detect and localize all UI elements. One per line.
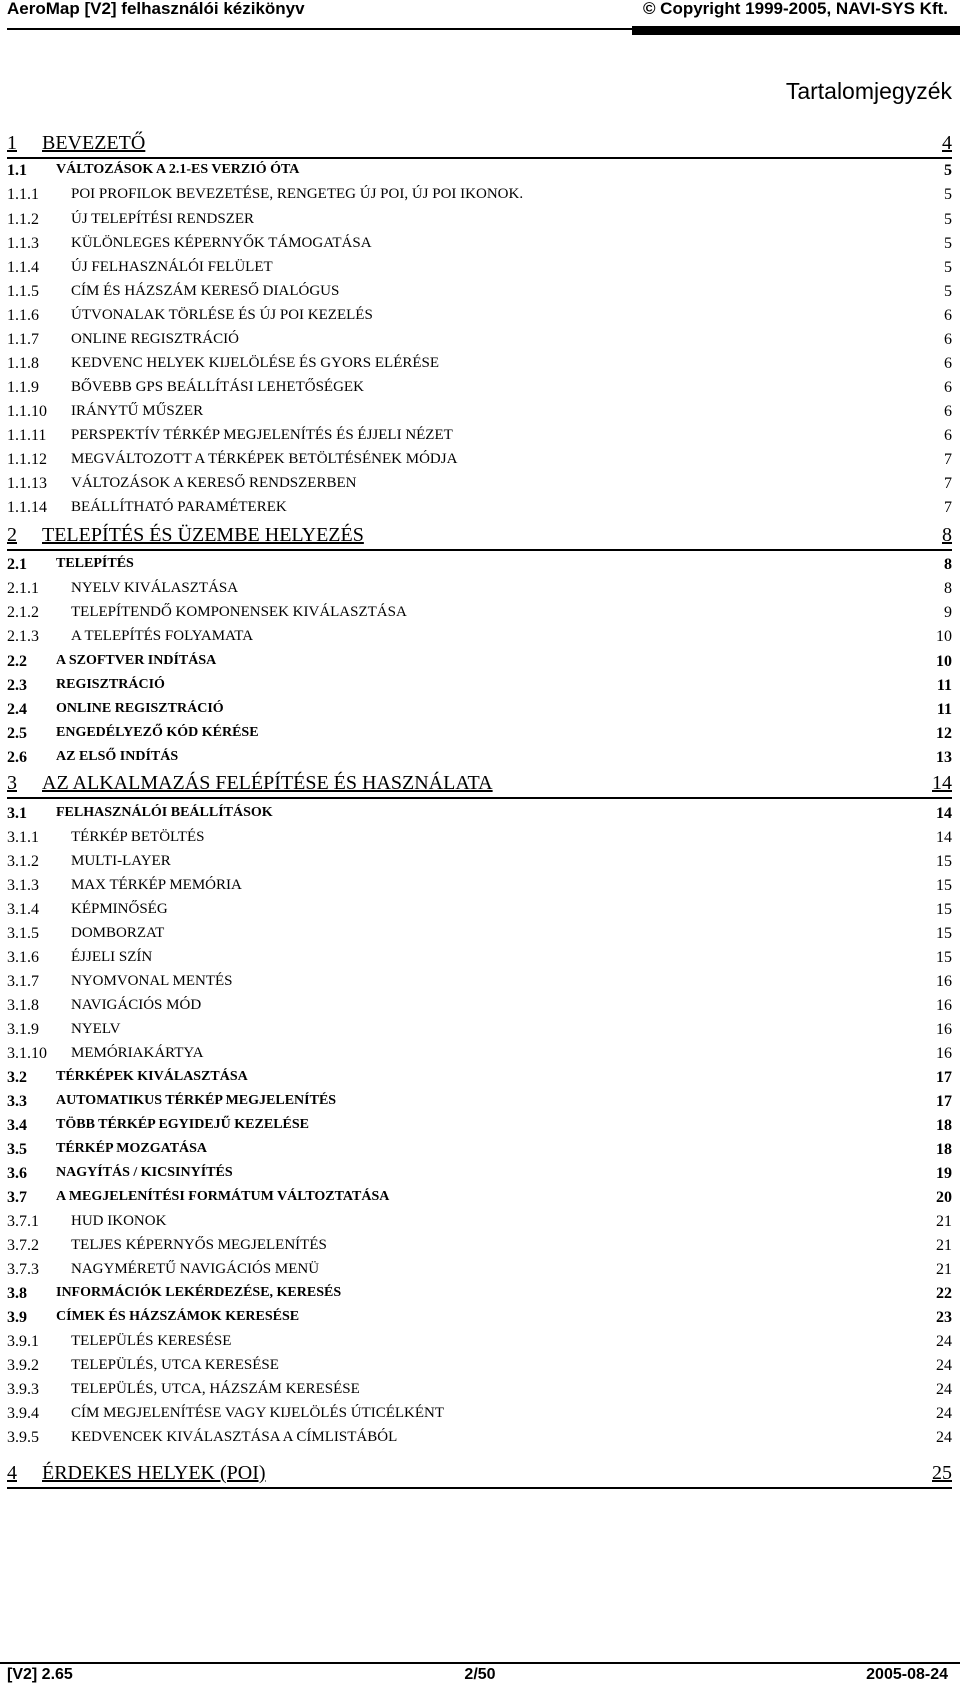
toc-entry-number: 2.1.1 bbox=[7, 580, 39, 597]
toc-entry-number: 1.1.1 bbox=[7, 186, 39, 203]
toc-entry-number: 2.6 bbox=[7, 749, 27, 766]
toc-entry-title: TÖBB TÉRKÉP EGYIDEJŰ KEZELÉSE bbox=[56, 1117, 309, 1132]
toc-entry-page: 6 bbox=[944, 403, 952, 420]
toc-entry-title: PERSPEKTÍV TÉRKÉP MEGJELENÍTÉS ÉS ÉJJELI NÉZET bbox=[71, 427, 453, 443]
toc-entry-number: 3.7 bbox=[7, 1189, 27, 1206]
toc-entry-number: 1.1.6 bbox=[7, 307, 39, 324]
toc-entry-page: 23 bbox=[936, 1309, 952, 1326]
toc-entry-page: 4 bbox=[942, 132, 952, 154]
header-bar bbox=[632, 26, 960, 35]
footer-date: 2005-08-24 bbox=[866, 1666, 948, 1683]
toc-entry-page: 14 bbox=[936, 829, 952, 846]
toc-entry-page: 21 bbox=[936, 1213, 952, 1230]
toc-entry-page: 11 bbox=[936, 677, 952, 694]
toc-entry-number: 2.1 bbox=[7, 556, 27, 573]
toc-entry-number: 1.1.10 bbox=[7, 403, 47, 420]
toc-entry-number: 3.1.10 bbox=[7, 1045, 47, 1062]
toc-entry-title: CÍM ÉS HÁZSZÁM KERESŐ DIALÓGUS bbox=[71, 283, 340, 299]
toc-entry-page: 17 bbox=[936, 1069, 952, 1086]
header-rule bbox=[7, 28, 632, 30]
toc-entry-title: A TELEPÍTÉS FOLYAMATA bbox=[71, 628, 254, 644]
toc-entry-page: 18 bbox=[936, 1141, 952, 1158]
toc-entry-page: 7 bbox=[944, 499, 952, 516]
toc-entry-rule bbox=[7, 157, 952, 159]
toc-entry-title: ÚTVONALAK TÖRLÉSE ÉS ÚJ POI KEZELÉS bbox=[71, 307, 373, 323]
toc-entry-title: TELJES KÉPERNYŐS MEGJELENÍTÉS bbox=[71, 1237, 327, 1253]
toc-entry-title: ONLINE REGISZTRÁCIÓ bbox=[56, 701, 224, 716]
toc-entry-page: 14 bbox=[936, 805, 952, 822]
toc-entry-page: 20 bbox=[936, 1189, 952, 1206]
toc-title bbox=[0, 78, 952, 105]
toc-entry-number: 1.1.11 bbox=[7, 427, 47, 444]
toc-entry-number: 3.1.8 bbox=[7, 997, 39, 1014]
toc-entry-title: CÍM MEGJELENÍTÉSE VAGY KIJELÖLÉS ÚTICÉLKÉNT bbox=[71, 1405, 445, 1421]
toc-entry-title: BEVEZETŐ bbox=[42, 132, 146, 154]
toc-entry-page: 18 bbox=[936, 1117, 952, 1134]
toc-entry-number: 3.4 bbox=[7, 1117, 27, 1134]
toc-entry-title: KÉPMINŐSÉG bbox=[71, 901, 168, 917]
toc-entry-number: 1.1.2 bbox=[7, 211, 39, 228]
toc-entry-number: 3.1 bbox=[7, 805, 27, 822]
toc-entry-title: MAX TÉRKÉP MEMÓRIA bbox=[71, 877, 242, 893]
toc-entry-page: 5 bbox=[944, 186, 952, 203]
toc-entry-title: INFORMÁCIÓK LEKÉRDEZÉSE, KERESÉS bbox=[56, 1285, 342, 1300]
toc-entry-number: 3.9.5 bbox=[7, 1429, 39, 1446]
footer-page-number: 2/50 bbox=[464, 1666, 496, 1683]
toc-entry-page: 11 bbox=[936, 701, 952, 718]
toc-entry-page: 16 bbox=[936, 1045, 952, 1062]
toc-entry-number: 2.2 bbox=[7, 653, 27, 670]
toc-entry-page: 8 bbox=[944, 556, 952, 573]
toc-entry-title: MEGVÁLTOZOTT A TÉRKÉPEK BETÖLTÉSÉNEK MÓDJA bbox=[71, 451, 458, 467]
toc-entry-number: 1.1.5 bbox=[7, 283, 39, 300]
toc-entry-page: 14 bbox=[932, 772, 952, 794]
toc-entry-title: TÉRKÉPEK KIVÁLASZTÁSA bbox=[56, 1069, 248, 1084]
toc-entry-number: 3.1.7 bbox=[7, 973, 39, 990]
toc-entry-title: A MEGJELENÍTÉSI FORMÁTUM VÁLTOZTATÁSA bbox=[56, 1189, 390, 1204]
toc-entry-title: TELEPÜLÉS, UTCA KERESÉSE bbox=[71, 1357, 279, 1373]
toc-entry-title: VÁLTOZÁSOK A 2.1-ES VERZIÓ ÓTA bbox=[56, 162, 300, 177]
toc-entry-page: 7 bbox=[944, 451, 952, 468]
toc-entry-page: 8 bbox=[942, 524, 952, 546]
toc-entry-title: NYOMVONAL MENTÉS bbox=[71, 973, 233, 989]
toc-entry-number: 1.1.9 bbox=[7, 379, 39, 396]
toc-entry-title: AZ ALKALMAZÁS FELÉPÍTÉSE ÉS HASZNÁLATA bbox=[42, 772, 493, 794]
toc-title-text: Tartalomjegyzék bbox=[785, 78, 952, 104]
toc-entry-number: 3.6 bbox=[7, 1165, 27, 1182]
toc-entry-page: 13 bbox=[936, 749, 952, 766]
toc-entry-page: 21 bbox=[936, 1237, 952, 1254]
toc-entry-number: 3.1.5 bbox=[7, 925, 39, 942]
toc-entry-number: 1.1.7 bbox=[7, 331, 39, 348]
toc-entry-page: 5 bbox=[944, 162, 952, 179]
toc-entry-number: 3.8 bbox=[7, 1285, 27, 1302]
toc-entry-number: 3.9 bbox=[7, 1309, 27, 1326]
toc-entry-title: MULTI-LAYER bbox=[71, 853, 171, 869]
toc-entry-page: 5 bbox=[944, 259, 952, 276]
toc-entry-title: KÜLÖNLEGES KÉPERNYŐK TÁMOGATÁSA bbox=[71, 235, 372, 251]
toc-entry-page: 24 bbox=[936, 1381, 952, 1398]
toc-entry-page: 24 bbox=[936, 1333, 952, 1350]
toc-entry-page: 6 bbox=[944, 355, 952, 372]
toc-entry-title: REGISZTRÁCIÓ bbox=[56, 677, 165, 692]
toc-entry-title: HUD IKONOK bbox=[71, 1213, 167, 1229]
toc-entry-number: 1.1.3 bbox=[7, 235, 39, 252]
toc-entry-rule bbox=[7, 549, 952, 551]
toc-entry-number: 3.7.3 bbox=[7, 1261, 39, 1278]
toc-entry-page: 7 bbox=[944, 475, 952, 492]
toc-entry-title: AUTOMATIKUS TÉRKÉP MEGJELENÍTÉS bbox=[56, 1093, 337, 1108]
toc-entry-title: ÉRDEKES HELYEK (POI) bbox=[42, 1462, 266, 1484]
toc-entry-number: 2.3 bbox=[7, 677, 27, 694]
toc-entry-title: CÍMEK ÉS HÁZSZÁMOK KERESÉSE bbox=[56, 1309, 300, 1324]
toc-entry-page: 5 bbox=[944, 211, 952, 228]
toc-entry-page: 5 bbox=[944, 235, 952, 252]
toc-entry-title: KEDVENCEK KIVÁLASZTÁSA A CÍMLISTÁBÓL bbox=[71, 1429, 398, 1445]
toc-entry-title: BŐVEBB GPS BEÁLLÍTÁSI LEHETŐSÉGEK bbox=[71, 379, 364, 395]
toc-entry-number: 3 bbox=[7, 772, 17, 794]
toc-entry-page: 19 bbox=[936, 1165, 952, 1182]
toc-entry-page: 25 bbox=[932, 1462, 952, 1484]
toc-entry-page: 16 bbox=[936, 1021, 952, 1038]
toc-entry-title: TÉRKÉP BETÖLTÉS bbox=[71, 829, 205, 845]
toc-entry-page: 9 bbox=[944, 604, 952, 621]
toc-entry-number: 3.3 bbox=[7, 1093, 27, 1110]
toc-entry-title: NYELV bbox=[71, 1021, 121, 1037]
toc-entry-page: 12 bbox=[936, 725, 952, 742]
toc-entry-title: DOMBORZAT bbox=[71, 925, 165, 941]
toc-entry-number: 2.1.2 bbox=[7, 604, 39, 621]
toc-entry-number: 3.5 bbox=[7, 1141, 27, 1158]
toc-entry-number: 3.1.3 bbox=[7, 877, 39, 894]
toc-entry-number: 1 bbox=[7, 132, 17, 154]
toc-entry-rule bbox=[7, 1487, 952, 1489]
toc-entry-page: 10 bbox=[936, 653, 952, 670]
toc-entry-title: TÉRKÉP MOZGATÁSA bbox=[56, 1141, 208, 1156]
toc-entry-page: 15 bbox=[936, 877, 952, 894]
toc-entry-title: ONLINE REGISZTRÁCIÓ bbox=[71, 331, 239, 347]
toc-entry-title: NAVIGÁCIÓS MÓD bbox=[71, 997, 202, 1013]
toc-entry-number: 3.9.4 bbox=[7, 1405, 39, 1422]
toc-entry-rule bbox=[7, 797, 952, 799]
toc-entry-title: KEDVENC HELYEK KIJELÖLÉSE ÉS GYORS ELÉRÉSE bbox=[71, 355, 440, 371]
toc-entry-title: TELEPÍTÉS bbox=[56, 556, 134, 571]
toc-entry-page: 15 bbox=[936, 901, 952, 918]
toc-entry-title: TELEPÜLÉS, UTCA, HÁZSZÁM KERESÉSE bbox=[71, 1381, 360, 1397]
toc-entry-title: A SZOFTVER INDÍTÁSA bbox=[56, 653, 217, 668]
toc-entry-page: 6 bbox=[944, 379, 952, 396]
toc-entry-number: 3.9.2 bbox=[7, 1357, 39, 1374]
toc-entry-number: 1.1.4 bbox=[7, 259, 39, 276]
toc-entry-number: 3.9.1 bbox=[7, 1333, 39, 1350]
toc-entry-number: 2.1.3 bbox=[7, 628, 39, 645]
toc-entry-number: 3.9.3 bbox=[7, 1381, 39, 1398]
toc-entry-page: 15 bbox=[936, 949, 952, 966]
toc-entry-number: 3.1.6 bbox=[7, 949, 39, 966]
toc-entry-title: ENGEDÉLYEZŐ KÓD KÉRÉSE bbox=[56, 725, 259, 740]
toc-entry-title: AZ ELSŐ INDÍTÁS bbox=[56, 749, 179, 764]
toc-entry-title: TELEPÍTENDŐ KOMPONENSEK KIVÁLASZTÁSA bbox=[71, 604, 407, 620]
toc-entry-number: 3.1.9 bbox=[7, 1021, 39, 1038]
toc-entry-number: 1.1.14 bbox=[7, 499, 47, 516]
footer-version: [V2] 2.65 bbox=[7, 1666, 73, 1683]
toc-entry-number: 3.7.1 bbox=[7, 1213, 39, 1230]
toc-entry-page: 15 bbox=[936, 925, 952, 942]
toc-entry-number: 2.5 bbox=[7, 725, 27, 742]
toc-entry-number: 3.1.4 bbox=[7, 901, 39, 918]
toc-entry-page: 5 bbox=[944, 283, 952, 300]
toc-entry-page: 24 bbox=[936, 1357, 952, 1374]
toc-entry-number: 3.2 bbox=[7, 1069, 27, 1086]
toc-entry-title: ÚJ TELEPÍTÉSI RENDSZER bbox=[71, 211, 255, 227]
toc-entry-number: 1.1 bbox=[7, 162, 27, 179]
toc-entry-number: 3.1.1 bbox=[7, 829, 39, 846]
toc-entry-number: 3.7.2 bbox=[7, 1237, 39, 1254]
header-document-title: AeroMap [V2] felhasználói kézikönyv bbox=[7, 0, 305, 18]
toc-entry-page: 6 bbox=[944, 331, 952, 348]
toc-entry-title: IRÁNYTŰ MŰSZER bbox=[71, 403, 204, 419]
toc-entry-title: TELEPÜLÉS KERESÉSE bbox=[71, 1333, 232, 1349]
toc-entry-page: 15 bbox=[936, 853, 952, 870]
toc-entry-title: MEMÓRIAKÁRTYA bbox=[71, 1045, 204, 1061]
toc-entry-page: 6 bbox=[944, 307, 952, 324]
toc-entry-title: FELHASZNÁLÓI BEÁLLÍTÁSOK bbox=[56, 805, 273, 820]
toc-entry-number: 2.4 bbox=[7, 701, 27, 718]
toc-entry-page: 22 bbox=[936, 1285, 952, 1302]
toc-entry-title: TELEPÍTÉS ÉS ÜZEMBE HELYEZÉS bbox=[42, 524, 364, 546]
toc-entry-page: 8 bbox=[944, 580, 952, 597]
toc-entry-page: 6 bbox=[944, 427, 952, 444]
toc-entry-title: NAGYÍTÁS / KICSINYÍTÉS bbox=[56, 1165, 233, 1180]
toc-entry-page: 10 bbox=[936, 628, 952, 645]
page-header bbox=[0, 0, 960, 38]
toc-entry-number: 2 bbox=[7, 524, 17, 546]
toc-entry-title: ÉJJELI SZÍN bbox=[71, 949, 153, 965]
toc-entry-page: 16 bbox=[936, 973, 952, 990]
toc-entry-title: NAGYMÉRETŰ NAVIGÁCIÓS MENÜ bbox=[71, 1261, 320, 1277]
toc-entry-number: 1.1.8 bbox=[7, 355, 39, 372]
toc-entry-title: VÁLTOZÁSOK A KERESŐ RENDSZERBEN bbox=[71, 475, 357, 491]
toc-entry-page: 24 bbox=[936, 1405, 952, 1422]
toc-entry-title: POI PROFILOK BEVEZETÉSE, RENGETEG ÚJ POI, ÚJ POI IKONOK. bbox=[71, 186, 524, 202]
toc-entry-number: 4 bbox=[7, 1462, 17, 1484]
toc-entry-page: 16 bbox=[936, 997, 952, 1014]
toc-entry-page: 17 bbox=[936, 1093, 952, 1110]
toc-entry-page: 24 bbox=[936, 1429, 952, 1446]
toc-entry-title: BEÁLLÍTHATÓ PARAMÉTEREK bbox=[71, 499, 287, 515]
toc-entry-number: 1.1.12 bbox=[7, 451, 47, 468]
header-copyright: © Copyright 1999-2005, NAVI-SYS Kft. bbox=[642, 0, 948, 18]
toc-entry-number: 3.1.2 bbox=[7, 853, 39, 870]
toc-entry-title: NYELV KIVÁLASZTÁSA bbox=[71, 580, 239, 596]
toc-entry-title: ÚJ FELHASZNÁLÓI FELÜLET bbox=[71, 259, 273, 275]
toc-entry-number: 1.1.13 bbox=[7, 475, 47, 492]
toc-entry-page: 21 bbox=[936, 1261, 952, 1278]
